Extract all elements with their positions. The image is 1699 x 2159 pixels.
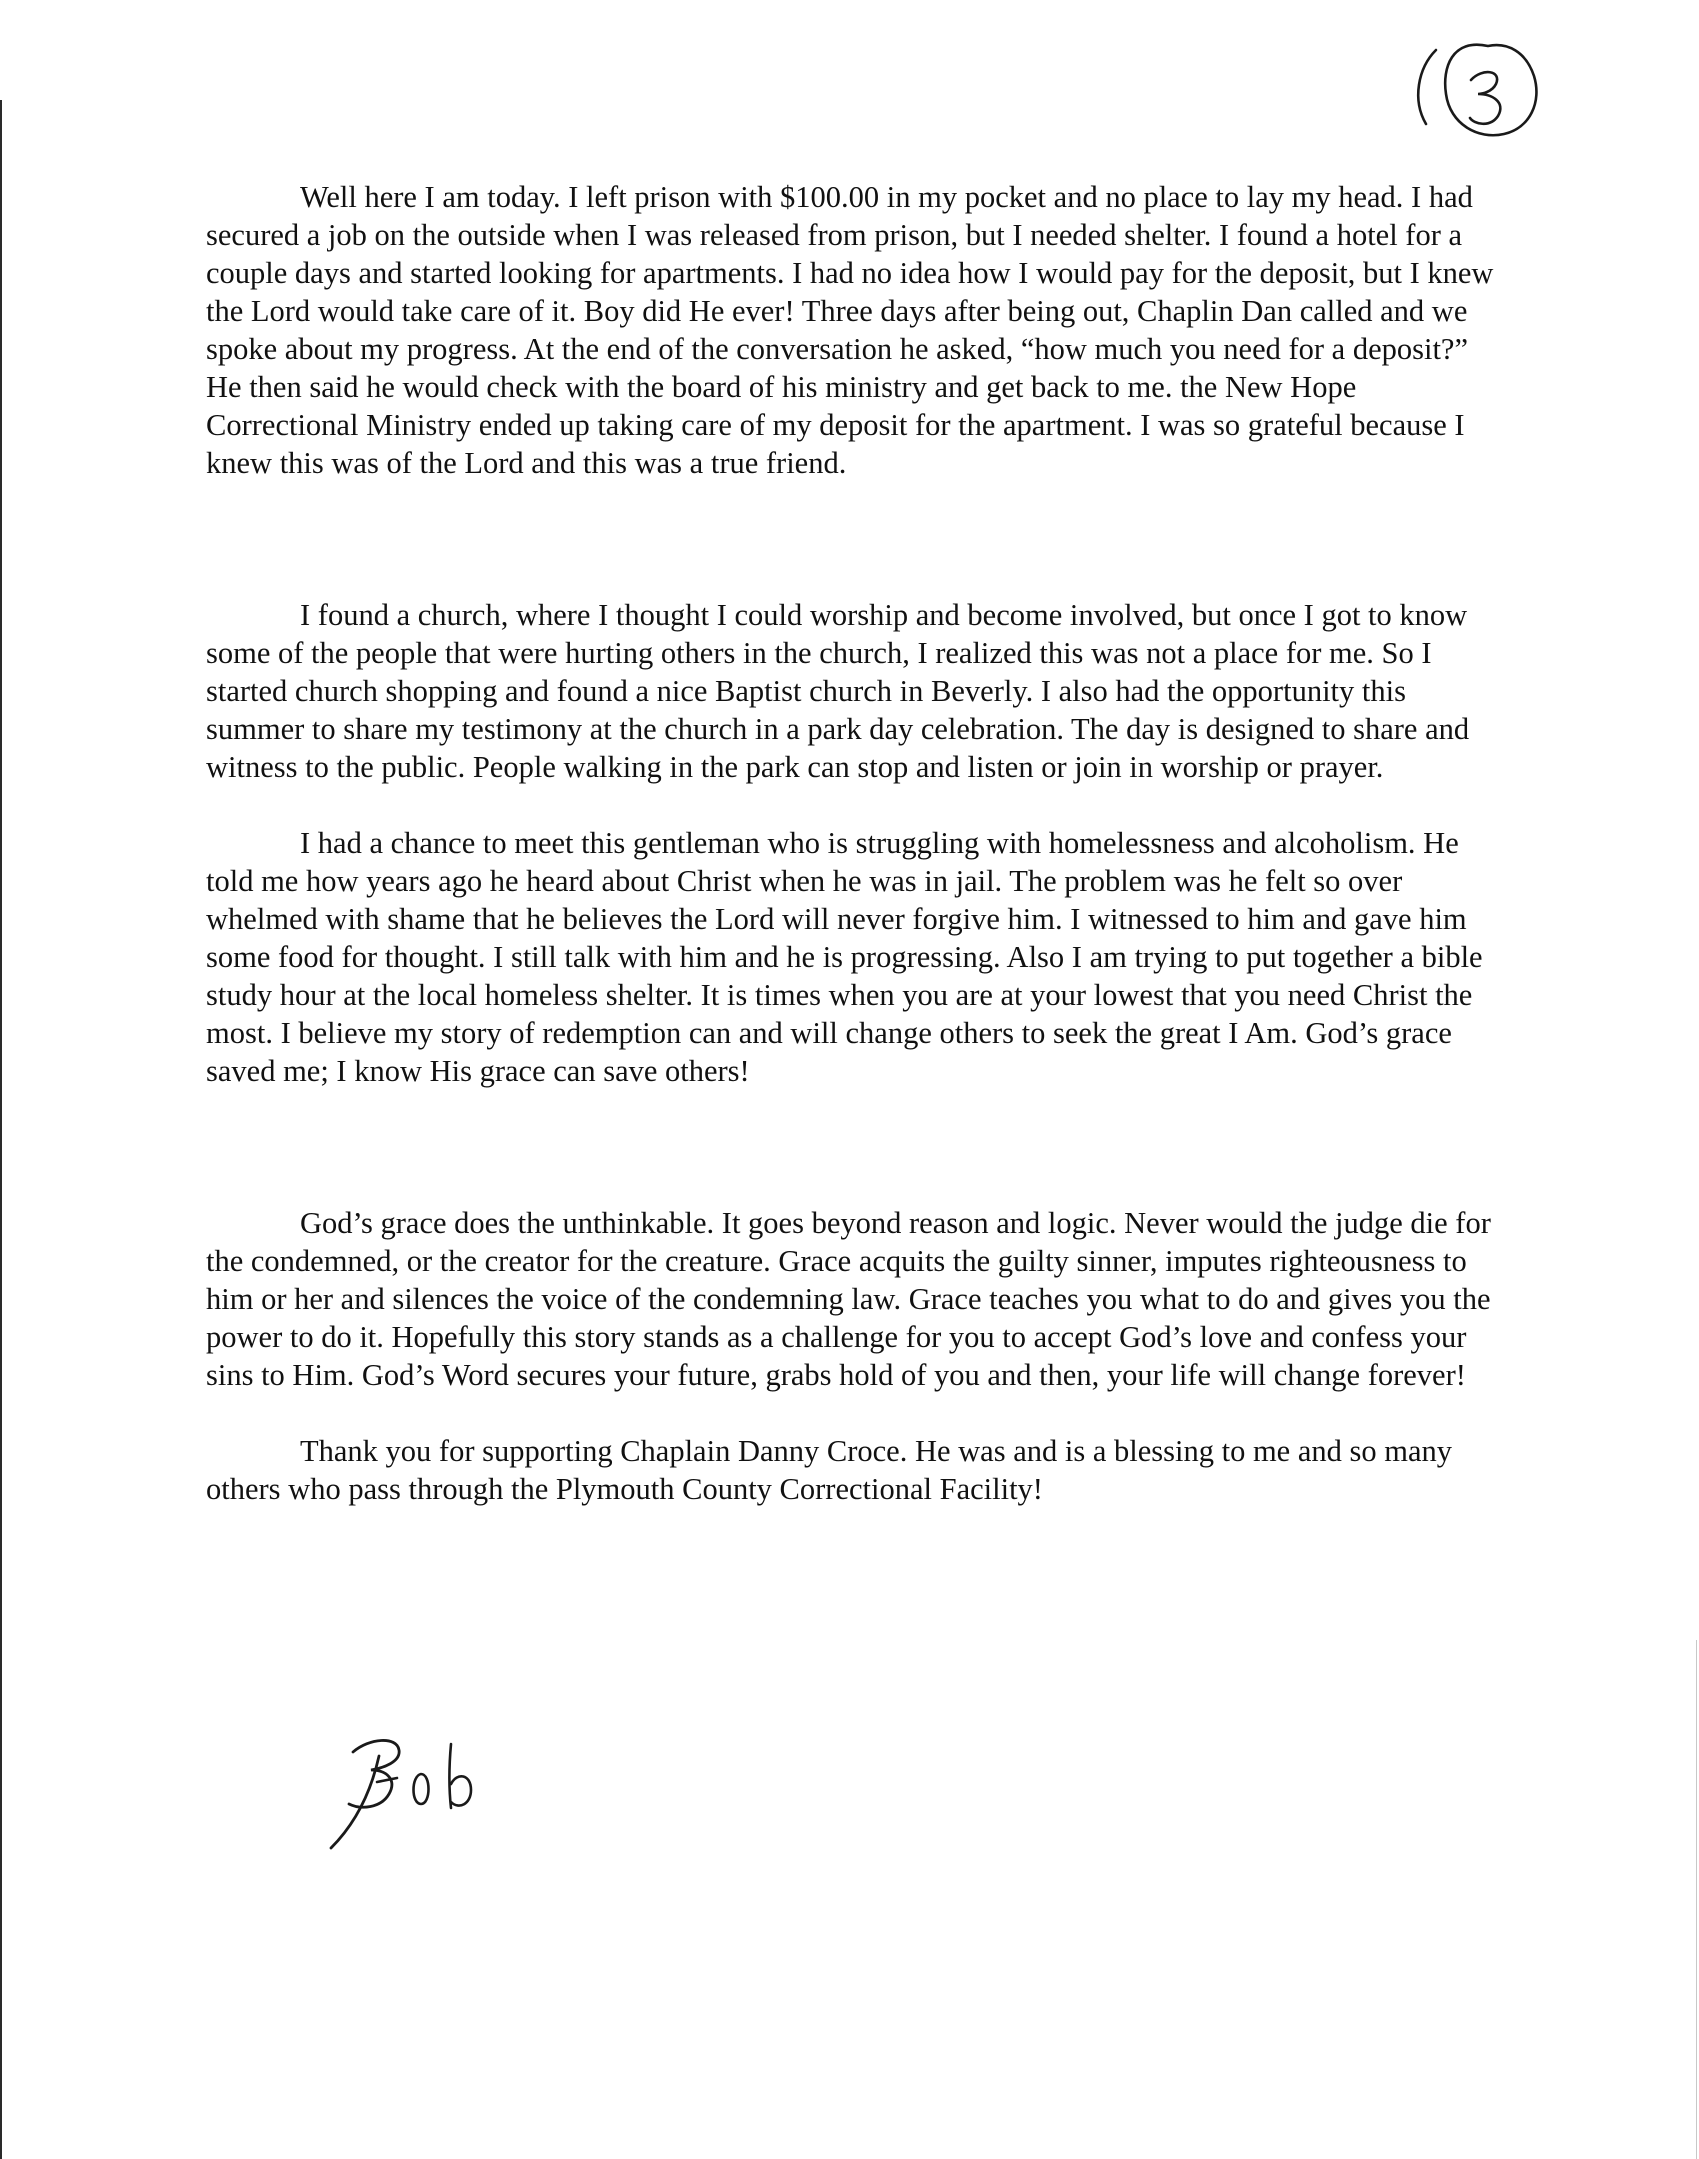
letter-body bbox=[206, 178, 1508, 1508]
paragraph-4: God’s grace does the unthinkable. It goes beyond reason and logic. Never would the judge die for the condemned, or the creator for the creature. Grace acquits the guilty sinner, imputes righteousness to him or her and silences the voice of the condemning law. Grace teaches you what to do and gives you the power to do it. Hopefully this story stands as a challenge for you to accept God’s love and confess your sins to Him. God’s Word secures your future, grabs hold of you and then, your life will change forever! bbox=[206, 1206, 1491, 1392]
paragraph-5: Thank you for supporting Chaplain Danny Croce. He was and is a blessing to me and so many others who pass through the Plymouth County Correctional Facility! bbox=[206, 1434, 1453, 1506]
page-number-text bbox=[1378, 28, 1379, 29]
handwritten-signature bbox=[325, 1712, 525, 1862]
scan-left-edge bbox=[0, 100, 2, 2159]
scan-right-edge bbox=[1696, 1640, 1697, 2159]
page-number-mark bbox=[1378, 28, 1558, 148]
signature-drawing bbox=[325, 1712, 525, 1862]
paragraph-gap bbox=[206, 786, 1508, 824]
paragraph-gap bbox=[206, 482, 1508, 596]
paragraph-1: Well here I am today. I left prison with $100.00 in my pocket and no place to lay my head. I had secured a job on the outside when I was released from prison, but I needed shelter. I found a hotel for a couple days and started looking for apartments. I had no idea how I would pay for the deposit, but I knew the Lord would take care of it. Boy did He ever! Three days after being out, Chaplin Dan called and we spoke about my progress. At the end of the conversation he asked, “how much you need for a deposit?” He then said he would check with the board of his ministry and get back to me. the New Hope Correctional Ministry ended up taking care of my deposit for the apartment. I was so grateful because I knew this was of the Lord and this was a true friend. bbox=[206, 180, 1494, 480]
circled-page-number-drawing bbox=[1378, 28, 1558, 148]
paragraph-2: I found a church, where I thought I could worship and become involved, but once I got to know some of the people that were hurting others in the church, I realized this was not a place for me. So I started church shopping and found a nice Baptist church in Beverly. I also had the opportunity this summer to share my testimony at the church in a park day celebration. The day is designed to share and witness to the public. People walking in the park can stop and listen or join in worship or prayer. bbox=[206, 598, 1470, 784]
paragraph-gap bbox=[206, 1090, 1508, 1204]
paragraph-3: I had a chance to meet this gentleman who is struggling with homelessness and alcoholism. He told me how years ago he heard about Christ when he was in jail. The problem was he felt so over whelmed with shame that he believes the Lord will never forgive him. I witnessed to him and gave him some food for thought. I still talk with him and he is progressing. Also I am trying to put together a bible study hour at the local homeless shelter. It is times when you are at your lowest that you need Christ the most. I believe my story of redemption can and will change others to seek the great I Am. God’s grace saved me; I know His grace can save others! bbox=[206, 826, 1483, 1088]
paragraph-gap bbox=[206, 1394, 1508, 1432]
